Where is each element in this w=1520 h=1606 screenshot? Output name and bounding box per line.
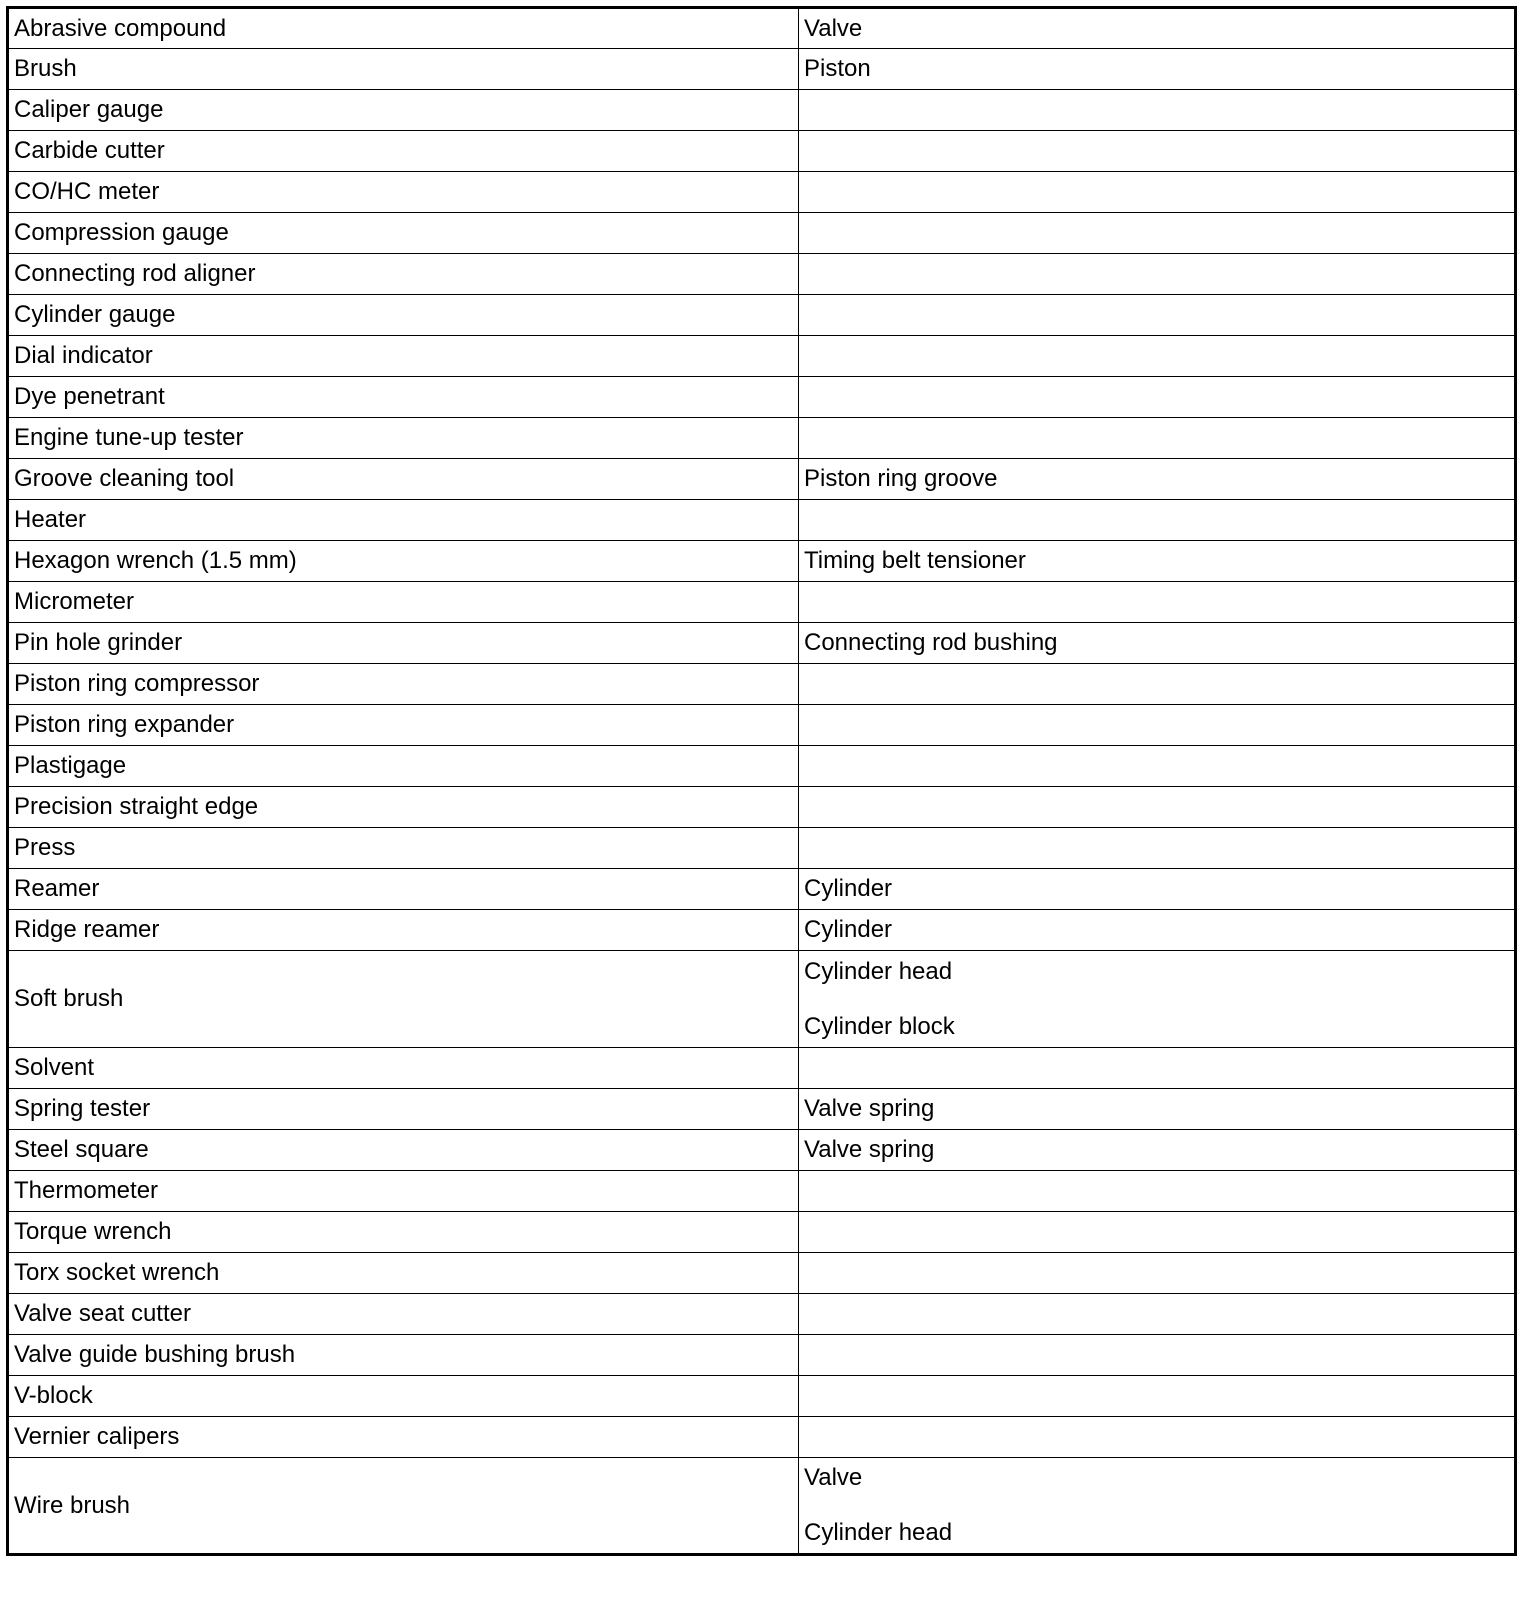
tool-cell: CO/HC meter xyxy=(8,172,799,213)
tool-cell: Cylinder gauge xyxy=(8,295,799,336)
table-row xyxy=(8,213,1516,254)
part-label: Timing belt tensioner xyxy=(804,547,1026,574)
part-cell xyxy=(799,623,1516,664)
tool-cell: Micrometer xyxy=(8,582,799,623)
tool-cell: Torque wrench xyxy=(8,1212,799,1253)
part-cell xyxy=(799,336,1516,377)
part-cell xyxy=(799,541,1516,582)
table-row xyxy=(8,910,1516,951)
table-row xyxy=(8,746,1516,787)
tool-cell: Press xyxy=(8,828,799,869)
part-cell xyxy=(799,90,1516,131)
table-row xyxy=(8,623,1516,664)
part-cell xyxy=(799,1130,1516,1171)
table-row xyxy=(8,951,1516,1048)
part-cell xyxy=(799,213,1516,254)
tool-cell: Compression gauge xyxy=(8,213,799,254)
tool-cell: Steel square xyxy=(8,1130,799,1171)
part-cell xyxy=(799,131,1516,172)
tool-cell: Wire brush xyxy=(8,1458,799,1555)
table-row xyxy=(8,1130,1516,1171)
tool-cell: Piston ring compressor xyxy=(8,664,799,705)
table-row xyxy=(8,1458,1516,1555)
tool-cell: Brush xyxy=(8,49,799,90)
part-label: Valve xyxy=(804,14,863,42)
tool-cell: Dye penetrant xyxy=(8,377,799,418)
tool-cell: Pin hole grinder xyxy=(8,623,799,664)
part-cell xyxy=(799,1376,1516,1417)
tool-cell: Vernier calipers xyxy=(8,1417,799,1458)
tool-cell: Torx socket wrench xyxy=(8,1253,799,1294)
table-row xyxy=(8,705,1516,746)
tool-cell: Piston ring expander xyxy=(8,705,799,746)
part-cell xyxy=(799,1089,1516,1130)
table-row xyxy=(8,8,1516,49)
part-cell xyxy=(799,1253,1516,1294)
tool-cell: Spring tester xyxy=(8,1089,799,1130)
part-cell xyxy=(799,500,1516,541)
part-label: Connecting rod bushing xyxy=(804,629,1058,656)
table-row xyxy=(8,459,1516,500)
tool-cell: Plastigage xyxy=(8,746,799,787)
part-label: Cylinder head xyxy=(804,1519,953,1546)
tool-cell: Solvent xyxy=(8,1048,799,1089)
tool-cell: Valve guide bushing brush xyxy=(8,1335,799,1376)
part-cell xyxy=(799,910,1516,951)
tool-cell: Carbide cutter xyxy=(8,131,799,172)
part-cell xyxy=(799,582,1516,623)
table-row xyxy=(8,336,1516,377)
table-row xyxy=(8,664,1516,705)
table-row xyxy=(8,90,1516,131)
part-cell xyxy=(799,705,1516,746)
table-row xyxy=(8,1048,1516,1089)
tools-table xyxy=(6,6,1517,1556)
part-cell xyxy=(799,1048,1516,1089)
tool-cell: Precision straight edge xyxy=(8,787,799,828)
tool-cell: Reamer xyxy=(8,869,799,910)
part-label: Cylinder xyxy=(804,916,893,943)
part-cell xyxy=(799,746,1516,787)
table-row xyxy=(8,582,1516,623)
tool-cell: Heater xyxy=(8,500,799,541)
part-cell xyxy=(799,664,1516,705)
tool-cell: Engine tune-up tester xyxy=(8,418,799,459)
table-row xyxy=(8,295,1516,336)
part-cell xyxy=(799,1212,1516,1253)
table-row xyxy=(8,418,1516,459)
part-cell xyxy=(799,1294,1516,1335)
table-row xyxy=(8,1294,1516,1335)
tool-cell: Dial indicator xyxy=(8,336,799,377)
part-label: Valve spring xyxy=(804,1095,935,1122)
table-row xyxy=(8,1212,1516,1253)
part-cell xyxy=(799,787,1516,828)
part-cell xyxy=(799,172,1516,213)
tool-cell: Caliper gauge xyxy=(8,90,799,131)
table-row xyxy=(8,377,1516,418)
part-cell xyxy=(799,951,1516,1048)
table-row xyxy=(8,1171,1516,1212)
table-row xyxy=(8,869,1516,910)
table-row xyxy=(8,1253,1516,1294)
tool-cell: Connecting rod aligner xyxy=(8,254,799,295)
part-cell xyxy=(799,1171,1516,1212)
table-row xyxy=(8,787,1516,828)
tool-cell: Ridge reamer xyxy=(8,910,799,951)
part-label: Cylinder xyxy=(804,875,893,902)
part-label: Piston xyxy=(804,55,871,82)
part-cell xyxy=(799,377,1516,418)
part-cell xyxy=(799,1417,1516,1458)
table-row xyxy=(8,1089,1516,1130)
part-cell xyxy=(799,8,1516,49)
part-cell xyxy=(799,1335,1516,1376)
part-label: Piston ring groove xyxy=(804,465,998,492)
tool-cell: Hexagon wrench (1.5 mm) xyxy=(8,541,799,582)
table-row xyxy=(8,1376,1516,1417)
part-cell xyxy=(799,459,1516,500)
table-row xyxy=(8,49,1516,90)
part-cell xyxy=(799,49,1516,90)
table-row xyxy=(8,131,1516,172)
part-cell xyxy=(799,828,1516,869)
tool-cell: Groove cleaning tool xyxy=(8,459,799,500)
part-cell xyxy=(799,254,1516,295)
tool-cell: V-block xyxy=(8,1376,799,1417)
tool-cell: Valve seat cutter xyxy=(8,1294,799,1335)
part-label: Valve xyxy=(804,1464,863,1491)
table-row xyxy=(8,1335,1516,1376)
part-label: Cylinder head xyxy=(804,957,953,985)
table-row xyxy=(8,172,1516,213)
part-label: Cylinder block xyxy=(804,1012,955,1040)
table-row xyxy=(8,541,1516,582)
table-row xyxy=(8,254,1516,295)
part-cell xyxy=(799,295,1516,336)
table-row xyxy=(8,828,1516,869)
part-cell xyxy=(799,418,1516,459)
tools-table-body xyxy=(8,8,1516,1555)
table-row xyxy=(8,500,1516,541)
part-cell xyxy=(799,1458,1516,1555)
tool-cell: Abrasive compound xyxy=(8,8,799,49)
tool-cell: Thermometer xyxy=(8,1171,799,1212)
tool-cell: Soft brush xyxy=(8,951,799,1048)
table-row xyxy=(8,1417,1516,1458)
part-label: Valve spring xyxy=(804,1136,935,1163)
part-cell xyxy=(799,869,1516,910)
